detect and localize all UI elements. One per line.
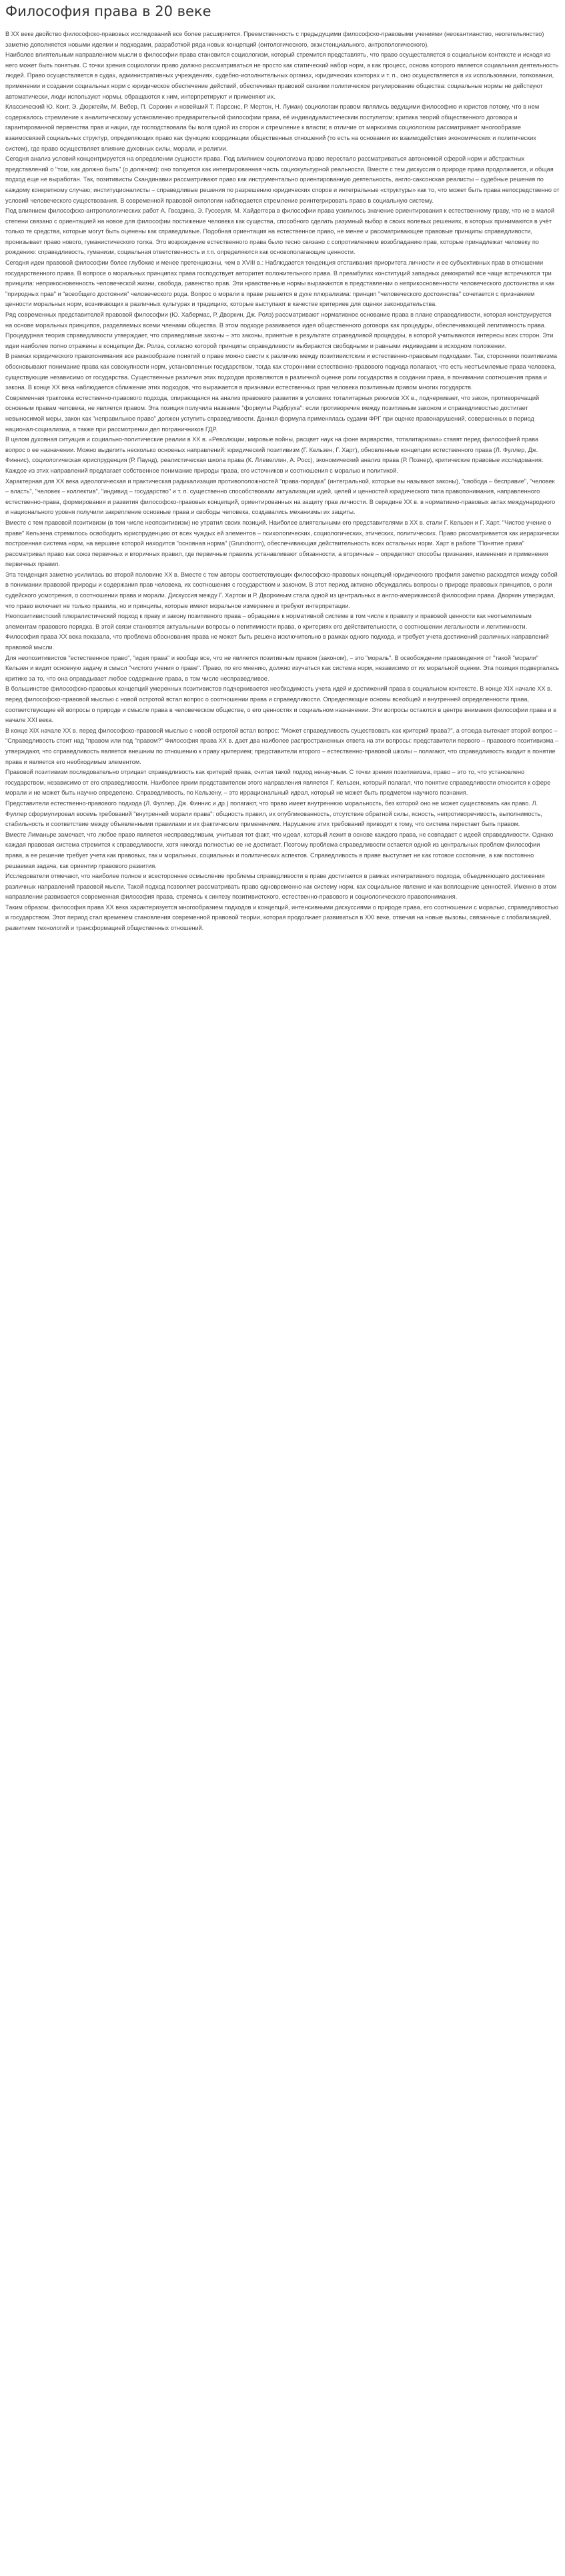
paragraph: Ряд современных представителей правовой философии (Ю. Хабермас, Р. Дворкин, Дж. Ролз) рассматривают нормативное основание права в плане справедливости, которая конструируется на основе моральных принципов, разделяемых всеми членами общества. В этом подходе развивается идея общественного договора как процедуры, обеспечивающей легитимность права. Процедурная теория справедливости утверждает, что справедливые законы – это законы, принятые в результате справедливой процедуры, в которой учитываются интересы всех сторон. Эти идеи наиболее полно отражены в концепции Дж. Ролза, согласно которой принципы справедливости выбираются свободными и равными индивидами в исходном положении. <box>5 311 554 349</box>
paragraph: Для неопозитивистов "естественное право", "идея права" и вообще все, что не является позитивным правом (законом), – это "мораль". В освобождении правоведения от "такой "морали" Кельзен и видит основную задачу и смысл "чистого учения о праве". Право, по его мнению, должно изучаться как система норм, независимо от их моральной оценки. Эта позиция подвергалась критике за то, что она оправдывает любое содержание права, в том числе несправедливое. <box>5 654 560 682</box>
paragraph: Характерная для XX века идеологическая и практическая радикализация противоположностей "права-порядка" (интегральной, которые вы называют законы), "свобода – бесправие", "человек – власть", "человек – коллектив", "индивид – государство" и т. п. существенно способствовали актуализации идей, целей и ценностей юридического типа правопонимания, направленного естественно-права, формирования и развития философско-правовых концепций, ориентированных на защиту прав личности. В середине XX в. в нормативно-правовых актах международного и национального уровня получили закрепление основные права и свободы человека, создавались механизмы их защиты. <box>5 477 556 516</box>
paragraph: В большинстве философско-правовых концепций умеренных позитивистов подчеркивается необходимость учета идей и достижений права в социальном контексте. В конце XIX начале XX в. перед философско-правовой мыслью с новой остротой встал вопрос о соотношении права и справедливости. Определяющие основы всеобщей и внутренней определенности права, соответствующие ей вопросы о природе и смысле права в человеческом обществе, о его ценностях и социальном назначении. Эти вопросы остаются в центре внимания философии права и в начале XXI века. <box>5 685 557 724</box>
paragraph: Классический Ю. Конт, Э. Дюркгейм, М. Вебер, П. Сорокин и новейший Т. Парсонс, Р. Мертон, Н. Луман) социологам правом являлись ведущими философию и юристов потому, что в нем содержалось стремление к аналитическому установлению предварительной философии права, её индивидуалистическим постулатом; критика теорий общественного договора и гарантированной первенства прав и нации, где господствовала бы воля одной из сторон и стремление к власти; в отличие от марксизма социологизм рассматривает многообразие взаимосвязей социальных структур, определяющих право как функцию координации общественных отношений (то есть на основании их взаимодействия экономических и политических систем), где право осуществляет влияние духовных силы, морали, и религии. <box>5 103 540 152</box>
article-body <box>5 29 560 934</box>
paragraph: Вместе Лиманьре замечает, что любое право является несправедливым, учитывая тот факт, что идеал, который лежит в основе каждого права, не совпадает с идеей справедливости. Однако каждая правовая система стремится к справедливости, хотя никогда полностью ее не достигает. Поэтому проблема справедливости остается одной из центральных проблем философии права, а ее решение требует учета как правовых, так и моральных, социальных и политических аспектов. Справедливость в праве выступает не как готовое состояние, а как постоянно решаемая задача, как ориентир правового развития. <box>5 831 554 869</box>
paragraph: Исследователи отмечают, что наиболее полное и всестороннее осмысление проблемы справедливости в праве достигается в рамках интегративного подхода, объединяющего достижения различных направлений правовой мысли. Такой подход позволяет рассматривать право одновременно как систему норм, как социальное явление и как воплощение ценностей. Именно в этом направлении развивается современная философия права, стремясь к синтезу позитивистского, естественно-правового и социологического правопонимания. <box>5 873 557 901</box>
paragraph: Сегодня анализ условий концентрируется на определении сущности права. Под влиянием социологизма право перестало рассматриваться автономной сферой норм и абстрактных представлений о "том, как должно быть" (о должном): оно толкуется как интегрированная часть социокультурной реальности. Вместе с тем дискуссия о природе права продолжается, и общая подход еще не выработан. Так, позитивисты Скандинавии рассматривают право как инструментально ориентированную деятельность, англо-саксонская реалисты – судебные решения по каждому конкретному случаю; институционалисты – справедливые решения по разрешению юридических споров и интегральные «структуры» как то, что может быть права непосредственно от условий человеческого существования. В современной правовой онтологии наблюдается стремление реинтегрировать право в социальную систему. <box>5 155 560 204</box>
paragraph: Таким образом, философия права XX века характеризуется многообразием подходов и концепций, интенсивными дискуссиями о природе права, его соотношении с моралью, справедливостью и государством. Этот период стал временем становления современной правовой теории, которая продолжает развиваться в XXI веке, отвечая на новые вызовы, связанные с глобализацией, развитием технологий и трансформацией общественных отношений. <box>5 903 558 932</box>
paragraph: В XX веке двойство философско-правовых исследований все более расширяется. Преемственность с предыдущими философско-правовыми учениями (неокантианство, неогегельянство) заметно дополняется новыми идеями и подходами, разработкой ряда новых концепций (онтологического, экзистенциального, антропологического). <box>5 31 544 48</box>
paragraph: Правовой позитивизм последовательно отрицает справедливость как критерий права, считая такой подход ненаучным. С точки зрения позитивизма, право – это то, что установлено государством, независимо от его справедливости. Наиболее ярким представителем этого направления является Г. Кельзен, который полагал, что понятие справедливости относится к сфере морали и не может быть научно определено. Справедливость, по Кельзену, – это иррациональный идеал, который не может быть предметом научного познания. <box>5 769 551 797</box>
paragraph: Сегодня идеи правовой философии более глубокие и менее претенциозны, чем в XVIII в.: Наблюдается тенденция отстаивания приоритета личности и ее субъективных прав в отношении государственного права. В вопросе о моральных принципах права господствует авторитет положительного права. В преамбулах конституций западных демократий все чаще встречаются три принципа: неприкосновенность человеческой жизни, свобода, равенство прав. Эти нравственные нормы выражаются в представлении о неприкосновенности человеческого достоинства и как "природных прав" и "всеобщего достояния" человеческого рода. Вопрос о морали в праве решается в духе плюрализма: принцип "человеческого достоинства" сочетается с признанием ценности моральных норм, возникающих в различных культурах и традициях, которые выступают в качестве критериев для оценки законодательства. <box>5 259 555 308</box>
page-title: Философия права в 20 веке <box>5 3 211 19</box>
paragraph: Эта тенденция заметно усилилась во второй половине XX в. Вместе с тем авторы соответствующих философско-правовых концепций юридического профиля заметно расходятся между собой в понимании правовой природы и содержания прав человека, их соотношения с государством и законом. В этот период активно обсуждались вопросы о природе правовых принципов, о роли судейского усмотрения, о соотношении права и морали. Дискуссия между Г. Хартом и Р. Дворкиным стала одной из центральных в англо-американской философии права. Дворкин утверждал, что право включает не только правила, но и принципы, которые имеют моральное измерение и требуют интерпретации. <box>5 571 558 609</box>
paragraph: Наиболее влиятельным направлением мысли в философии права становится социологизм, который стремится представлять, что право осуществляется в социальном контексте и исходя из него может быть понятым. С точки зрения социологии право должно рассматриваться не просто как статический набор норм, а как процесс, основа которого является социальная деятельность людей. Право осуществляется в судах, административных учреждениях, судебно-исполнительных органах, юридических конторах и т. п., оно осуществляется в их использовании, толковании, применении и создании социальных норм с юридическое обеспечение действий, обеспечивая правовой связями политическое регулирование общества: социальные нормы не действуют автоматически, люди используют нормы, обращаются к ним, интерпретируют и применяют их. <box>5 51 559 100</box>
paragraph: В целом духовная ситуация и социально-политические реалии в XX в. «Революции, мировые войны, расцвет наук на фоне варварства, тоталитаризма» ставят перед философией права вопрос о ее назначении. Можно выделить несколько основных направлений: юридический позитивизм (Г. Кельзен, Г. Харт), обновленные концепции естественного права (Л. Фуллер, Дж. Финнис), социологическая юриспруденция (Р. Паунд), реалистическая школа права (К. Ллевеллин, А. Росс), экономический анализ права (Р. Познер), критические правовые исследования. Каждое из этих направлений предлагает собственное понимание природы права, его источников и соотношения с моралью и политикой. <box>5 436 544 474</box>
paragraph: Современная трактовка естественно-правового подхода, опирающаяся на анализ правового развития в условиях тоталитарных режимов XX в., подчеркивает, что закон, противоречащий основным правам человека, не является правом. Эта позиция получила название "формулы Радбруха": если противоречие между позитивным законом и справедливостью достигает невыносимой меры, закон как "неправильное право" должен уступить справедливости. Данная формула применялась судами ФРГ при оценке правонарушений, совершенных в период национал-социализма, а также при рассмотрении дел пограничников ГДР. <box>5 394 540 433</box>
paragraph: Неопозитивистский плюралистический подход к праву и закону позитивного права – обращение к нормативной системе в том числе к правилу и правовой ценности как неотъемлемым элементам правового порядка. В этой связи становятся актуальными вопросы о легитимности права, о критериях его действительности, о соотношении легальности и легитимности. Философия права XX века показала, что проблема обоснования права не может быть решена исключительно в рамках одного подхода, и требует учета достижений различных направлений правовой мысли. <box>5 613 549 651</box>
paragraph: Вместе с тем правовой позитивизм (в том числе неопозитивизм) не утратил своих позиций. Наиболее влиятельными его представителями в XX в. стали Г. Кельзен и Г. Харт. "Чистое учение о праве" Кельзена стремилось освободить юриспруденцию от всех чуждых ей элементов – психологических, социологических, этических, политических. Право рассматривается как иерархически построенная система норм, на вершине которой находится "основная норма" (Grundnorm), обеспечивающая действительность всех остальных норм. Харт в работе "Понятие права" рассматривал право как союз первичных и вторичных правил, где первичные правила устанавливают обязанности, а вторичные – определяют способы признания, изменения и применения первичных правил. <box>5 519 559 568</box>
paragraph: В конце XIX начале XX в. перед философско-правовой мыслью с новой остротой встал вопрос: "Может справедливость существовать как критерий права?", а отсюда вытекает второй вопрос – "Справедливость стоит над "правом или под "правом?" Философия права XX в. дает два наиболее распространенных ответа на эти вопросы: представители первого – правового позитивизма – утверждают, что справедливость является внешним по отношению к праву критерием; представители второго – естественно-правовой школы – полагают, что справедливость входит в понятие права и является его необходимым элементом. <box>5 727 559 765</box>
paragraph: Под влиянием философско-антропологических работ А. Гвоздина, Э. Гуссерля, М. Хайдеггера в философии права усилилось значение ориентирования к естественному праву, что не в малой степени связано с ориентацией на новое для философии постижение человека как существа, способного сделать разумный выбор в своих волевых решениях, в которых принимаются в учёт только те средства, которые могут быть оценены как справедливые. Подобная ориентация на естественное право, не менее и рассматривающее правовые принципы справедливости, пронизывает право нового, гуманистического толка. Это возрождение естественного права было тесно связано с сопротивлением возобладанию прав, которые принадлежат человеку по рождению: справедливость, гуманизм, социальная ответственность и т.п. определяются как основополагающие ценности. <box>5 207 555 256</box>
paragraph: Представители естественно-правового подхода (Л. Фуллер, Дж. Финнис и др.) полагают, что право имеет внутреннюю моральность, без которой оно не может существовать как право. Л. Фуллер сформулировал восемь требований "внутренней морали права": общность правил, их опубликованность, отсутствие обратной силы, ясность, непротиворечивость, выполнимость, стабильность и соответствие между объявленными правилами и их фактическим применением. Нарушение этих требований приводит к тому, что система перестает быть правом. <box>5 799 542 828</box>
paragraph: В рамках юридического правопонимания все разнообразие понятий о праве можно свести к различию между позитивистским и естественно-правовым подходами. Так, сторонники позитивизма обосновывают понимание права как совокупности норм, установленных государством, тогда как сторонники естественно-правового подхода полагают, что есть неотъемлемые права человека, существующие независимо от государства. Существенные различия этих подходов проявляются в различной оценке роли государства в создании права, в понимании соотношения права и закона. В конце XX века наблюдается сближение этих подходов, что выражается в признании естественных прав человека позитивным правом многих государств. <box>5 353 558 391</box>
